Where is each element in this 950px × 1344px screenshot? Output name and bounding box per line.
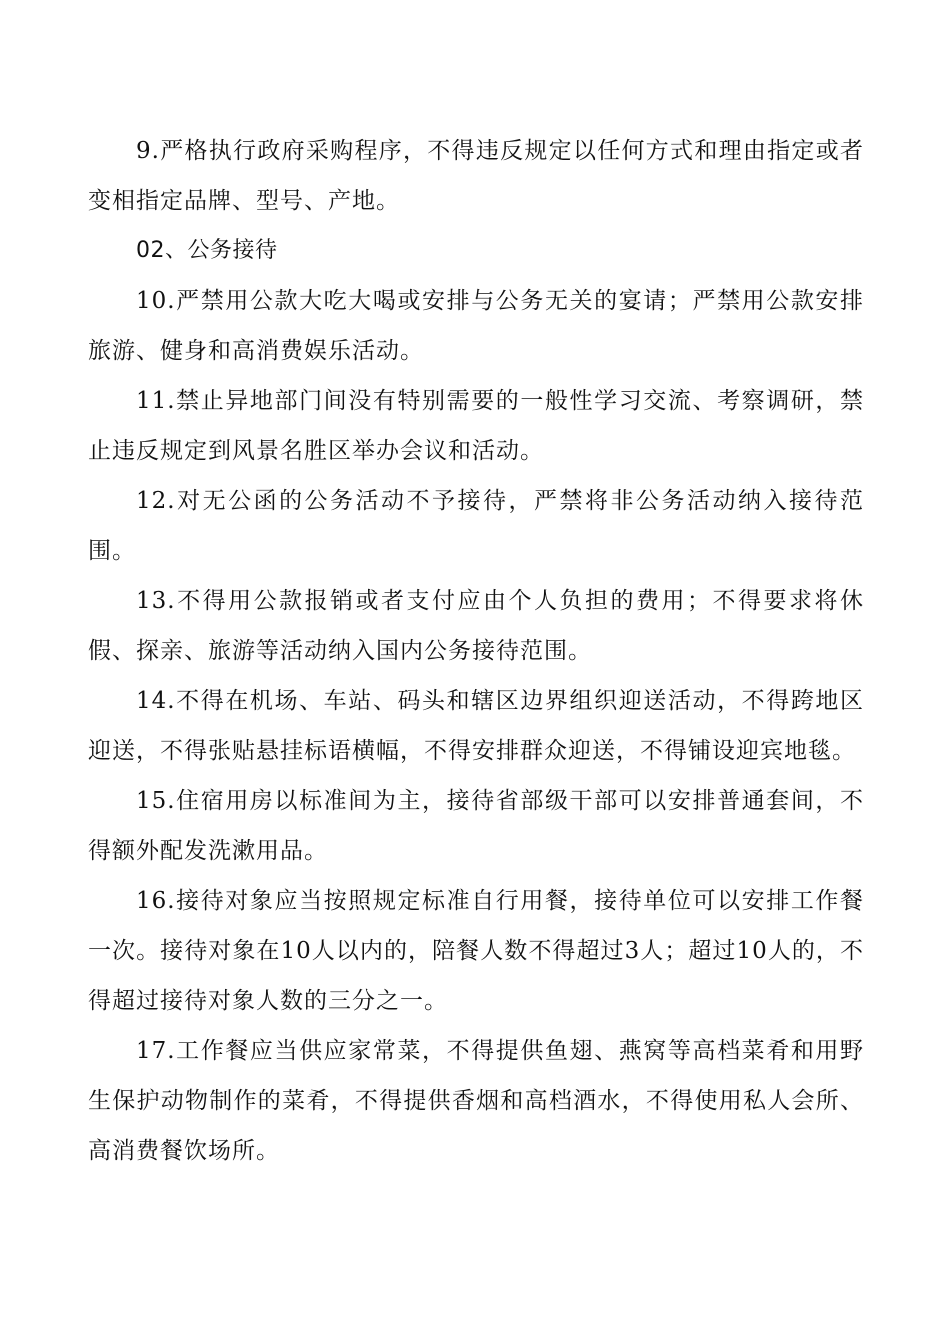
paragraph-9: 9.严格执行政府采购程序，不得违反规定以任何方式和理由指定或者变相指定品牌、型号、产地。 [88, 138, 864, 214]
document-page [88, 126, 864, 1176]
paragraph-11: 11.禁止异地部门间没有特别需要的一般性学习交流、考察调研，禁止违反规定到风景名胜区举办会议和活动。 [88, 388, 864, 464]
paragraph-13: 13.不得用公款报销或者支付应由个人负担的费用；不得要求将休假、探亲、旅游等活动纳入国内公务接待范围。 [88, 588, 864, 664]
section-heading-official-reception: 02、公务接待 [136, 238, 278, 263]
paragraph-14: 14.不得在机场、车站、码头和辖区边界组织迎送活动，不得跨地区迎送，不得张贴悬挂标语横幅，不得安排群众迎送，不得铺设迎宾地毯。 [88, 688, 864, 764]
paragraph-15: 15.住宿用房以标准间为主，接待省部级干部可以安排普通套间，不得额外配发洗漱用品。 [88, 788, 864, 864]
paragraph-17: 17.工作餐应当供应家常菜，不得提供鱼翅、燕窝等高档菜肴和用野生保护动物制作的菜肴，不得提供香烟和高档酒水，不得使用私人会所、高消费餐饮场所。 [88, 1038, 864, 1164]
paragraph-10: 10.严禁用公款大吃大喝或安排与公务无关的宴请；严禁用公款安排旅游、健身和高消费娱乐活动。 [88, 288, 864, 364]
paragraph-16: 16.接待对象应当按照规定标准自行用餐，接待单位可以安排工作餐一次。接待对象在10人以内的，陪餐人数不得超过3人；超过10人的，不得超过接待对象人数的三分之一。 [88, 888, 864, 1014]
paragraph-12: 12.对无公函的公务活动不予接待，严禁将非公务活动纳入接待范围。 [88, 488, 864, 564]
